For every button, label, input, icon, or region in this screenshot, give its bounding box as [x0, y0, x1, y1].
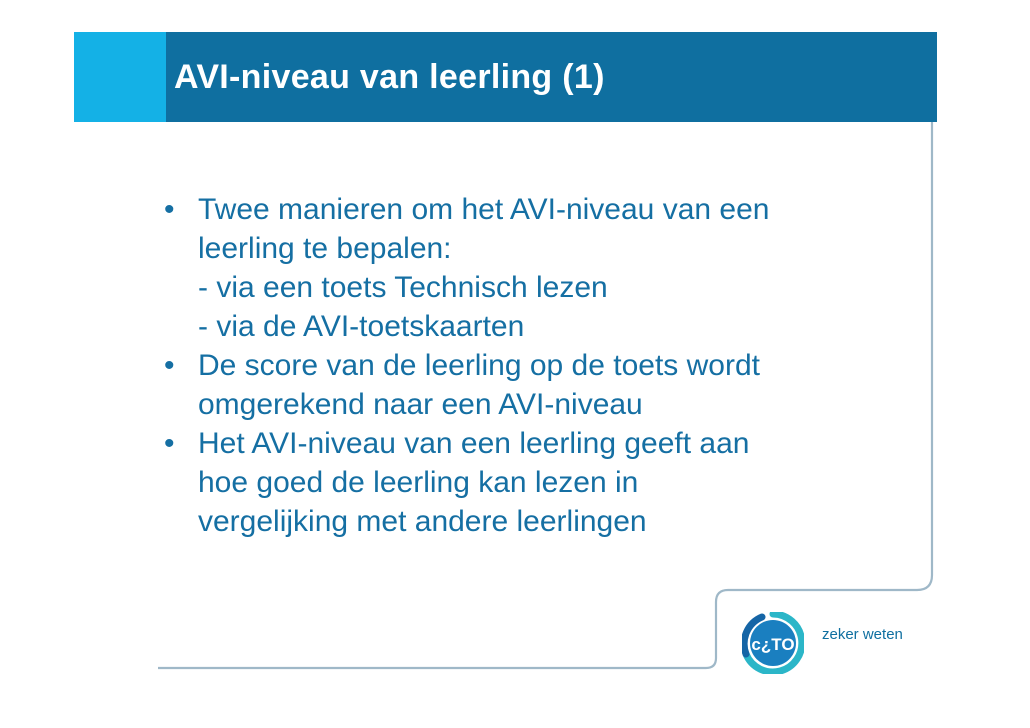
- bullet-line: vergelijking met andere leerlingen: [198, 505, 647, 538]
- bullet-marker: •: [164, 427, 175, 460]
- bullet-line: - via een toets Technisch lezen: [198, 271, 608, 304]
- title-bar: [166, 32, 722, 122]
- bullet-item: [160, 424, 880, 541]
- bullet-line: Twee manieren om het AVI-niveau van een: [198, 193, 770, 226]
- bullet-line: - via de AVI-toetskaarten: [198, 310, 525, 343]
- bullet-text: [198, 424, 880, 541]
- bullet-list: [160, 190, 880, 541]
- bullet-line: De score van de leerling op de toets wordt: [198, 349, 760, 382]
- bullet-marker: •: [164, 193, 175, 226]
- bullet-line: leerling te bepalen:: [198, 232, 452, 265]
- bullet-line: Het AVI-niveau van een leerling geeft aan: [198, 427, 750, 460]
- bullet-text: [198, 190, 880, 346]
- bullet-text: [198, 346, 880, 424]
- bullet-line: omgerekend naar een AVI-niveau: [198, 388, 643, 421]
- title-accent-right: [722, 32, 937, 122]
- tagline: zeker weten: [822, 626, 903, 643]
- bullet-item: [160, 190, 880, 346]
- bullet-item: [160, 346, 880, 424]
- title-accent-left: [74, 32, 166, 122]
- bullet-line: hoe goed de leerling kan lezen in: [198, 466, 639, 499]
- slide-title: AVI-niveau van leerling (1): [174, 57, 605, 96]
- bullet-marker: •: [164, 349, 175, 382]
- logo-wordmark: c¿TO: [751, 635, 795, 654]
- cito-logo: [742, 612, 804, 674]
